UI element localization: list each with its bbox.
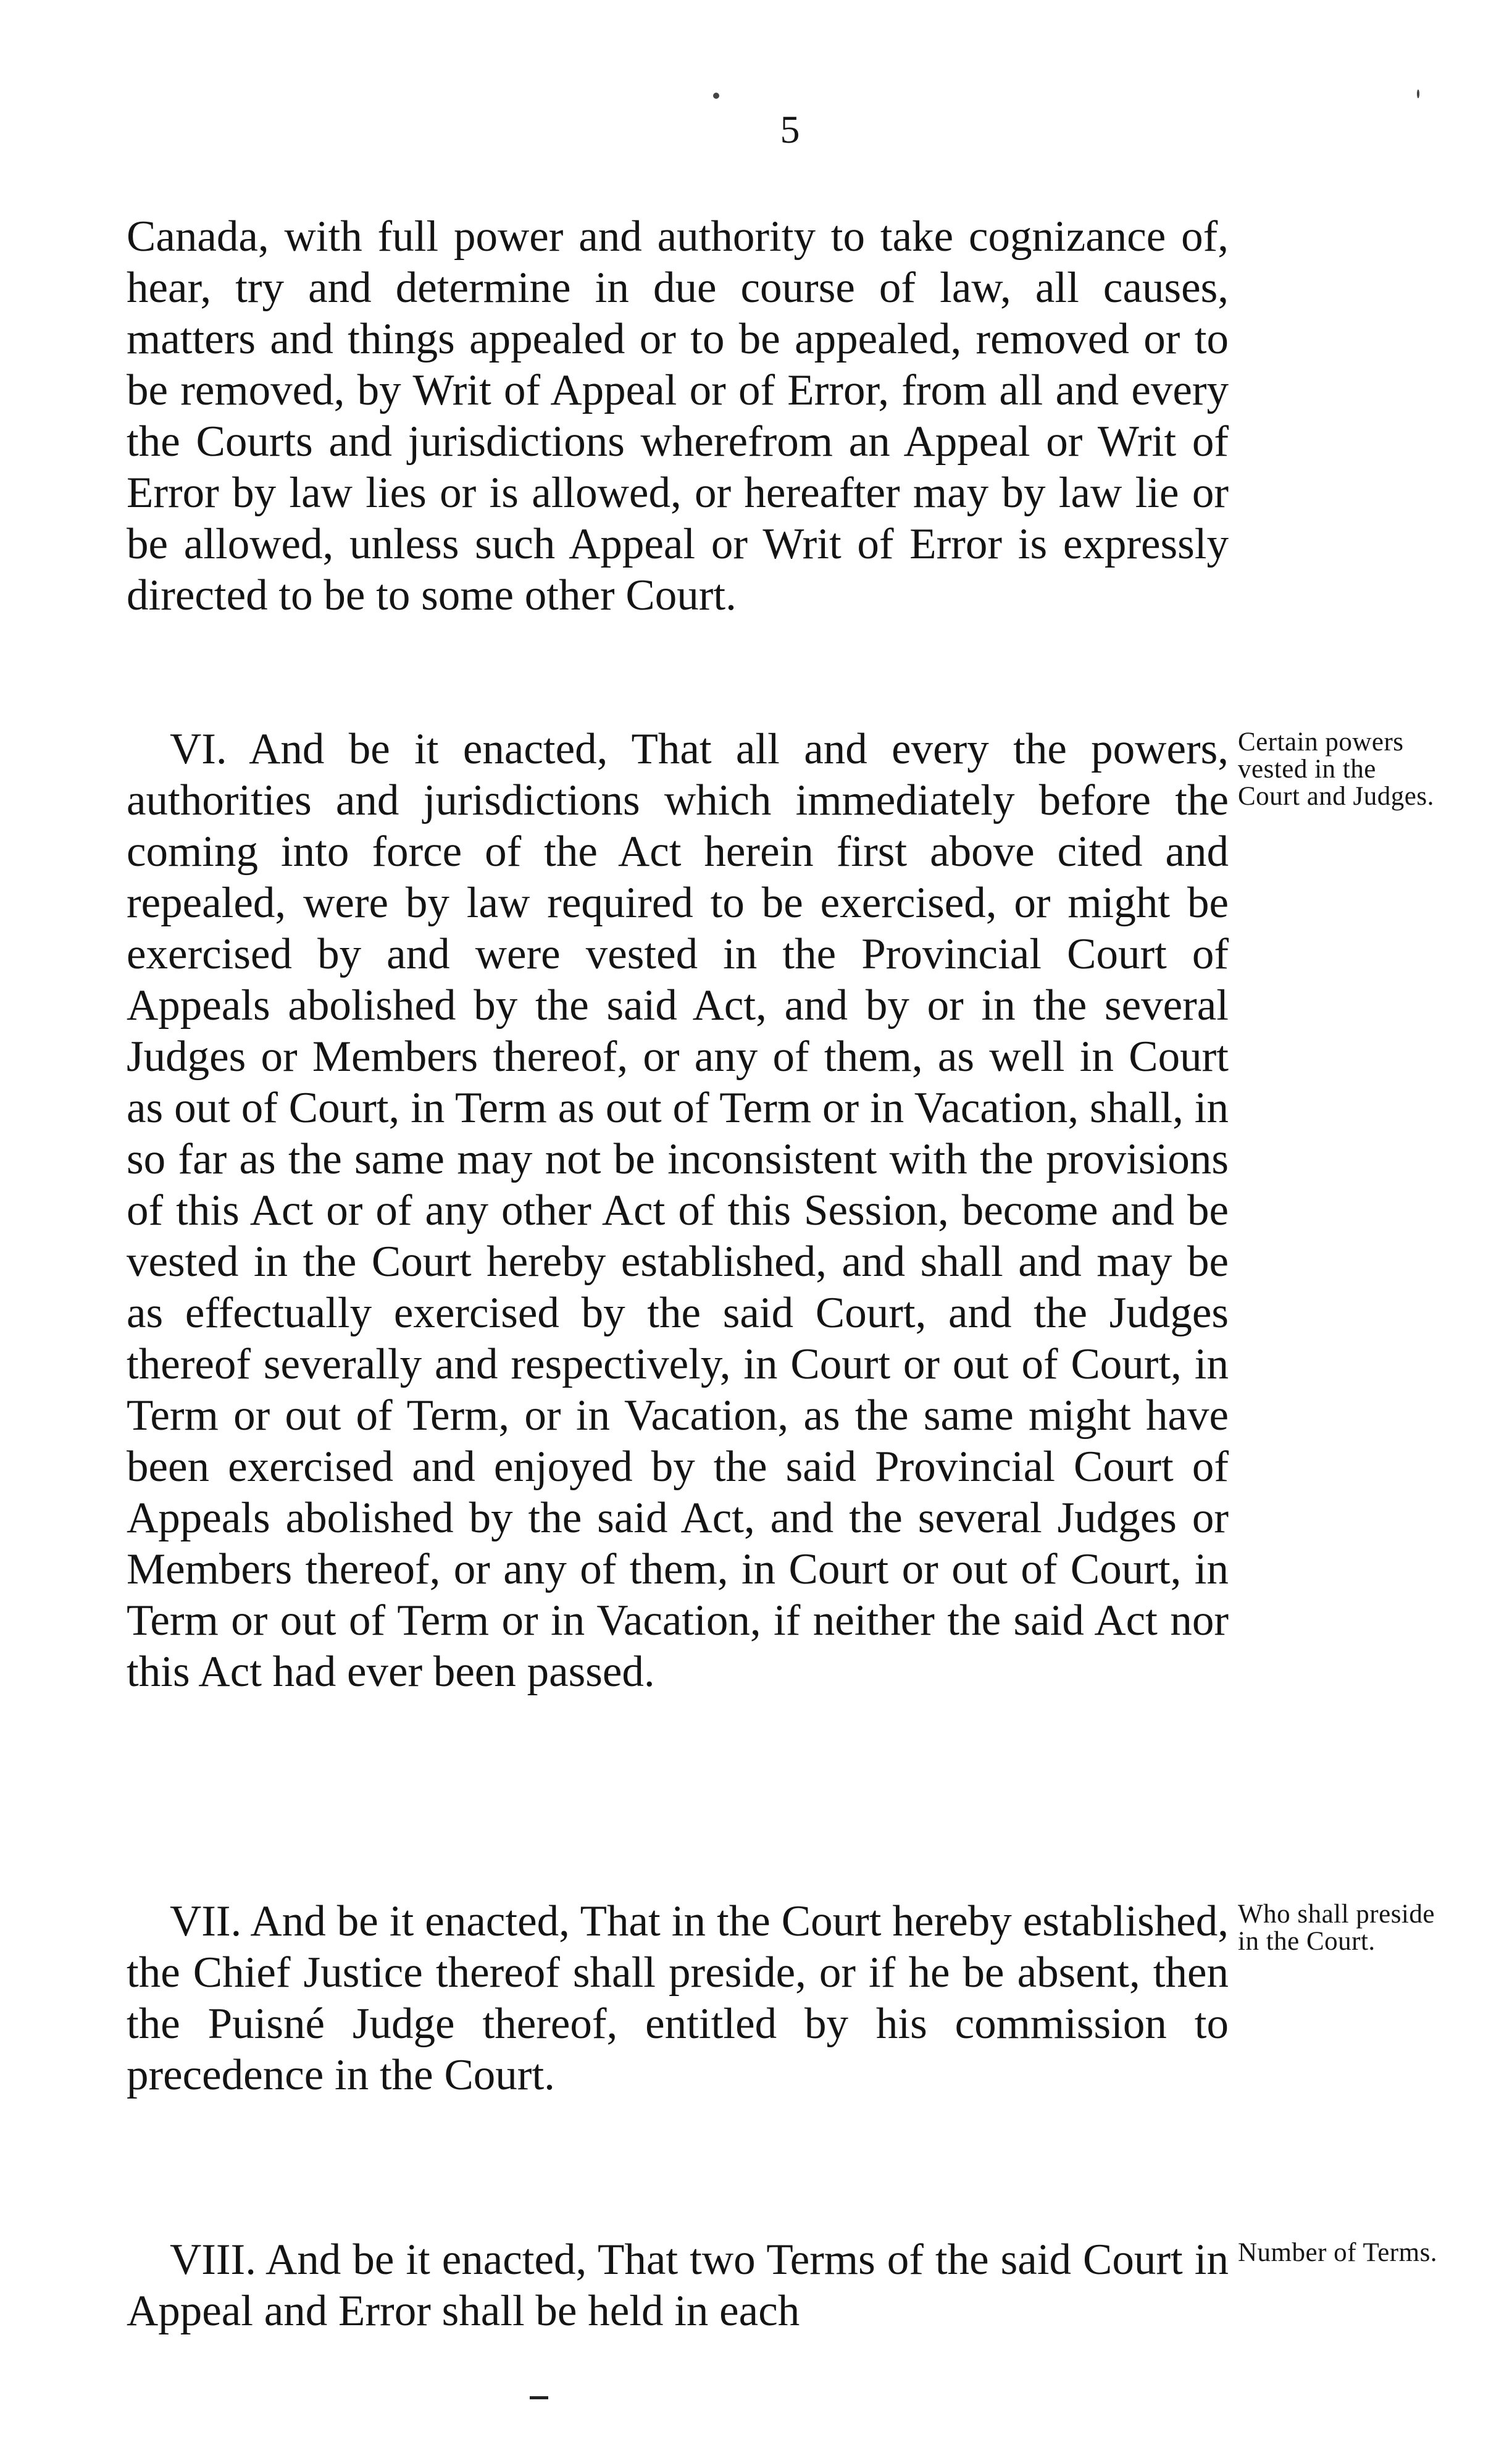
ink-speck	[713, 93, 719, 99]
paragraph-continuation: Canada, with full power and authority to take cognizance of, hear, try and determine in due course of law, all causes, matters and things appealed or to be appealed, removed or to be removed, by Writ of Appeal or of Error, from all and every the Courts and jurisdictions wherefrom an Appeal or Writ of Error by law lies or is allowed, or hereafter may by law lie or be allowed, unless such Appeal or Writ of Error is expressly directed to be to some other Court.	[127, 212, 1229, 619]
page-number: 5	[780, 107, 800, 151]
marginal-note-section-vii: Who shall preside in the Court.	[1238, 1900, 1435, 1956]
catchword-dash	[530, 2396, 548, 2399]
paragraph-section-vii	[127, 1896, 1229, 2101]
ink-speck	[1417, 90, 1419, 98]
paragraph-section-vi	[127, 724, 1229, 1698]
marginal-note-section-viii: Number of Terms.	[1238, 2238, 1438, 2267]
marginal-note-section-vi: Certain powers vested in the Court and Judges.	[1238, 728, 1434, 811]
section-vi-text: VI. And be it enacted, That all and every the powers, authorities and jurisdictions which immediately before the coming into force of the Act herein first above cited and repealed, were by law required to be exercised, or might be exercised by and were vested in the Provincial Court of Appeals abolished by the said Act, and by or in the several Judges or Members thereof, or any of them, as well in Court as out of Court, in Term as out of Term or in Vacation, shall, in so far as the same may not be inconsistent with the provisions of this Act or of any other Act of this Session, become and be vested in the Court hereby established, and shall and may be as effectually exercised by the said Court, and the Judges thereof severally and respectively, in Court or out of Court, in Term or out of Term, or in Vacation, as the same might have been exercised and enjoyed by the said Provincial Court of Appeals abolished by the said Act, and the several Judges or Members thereof, or any of them, in Court or out of Court, in Term or out of Term or in Vacation, if neither the said Act nor this Act had ever been passed.	[127, 725, 1229, 1696]
paragraph-section-viii	[127, 2234, 1229, 2337]
section-vii-text: VII. And be it enacted, That in the Court hereby established, the Chief Justice thereof shall preside, or if he be absent, then the Puisné Judge thereof, entitled by his commission to precedence in the Court.	[127, 1897, 1229, 2099]
section-viii-text: VIII. And be it enacted, That two Terms of the said Court in Appeal and Error shall be held in each	[127, 2236, 1229, 2335]
